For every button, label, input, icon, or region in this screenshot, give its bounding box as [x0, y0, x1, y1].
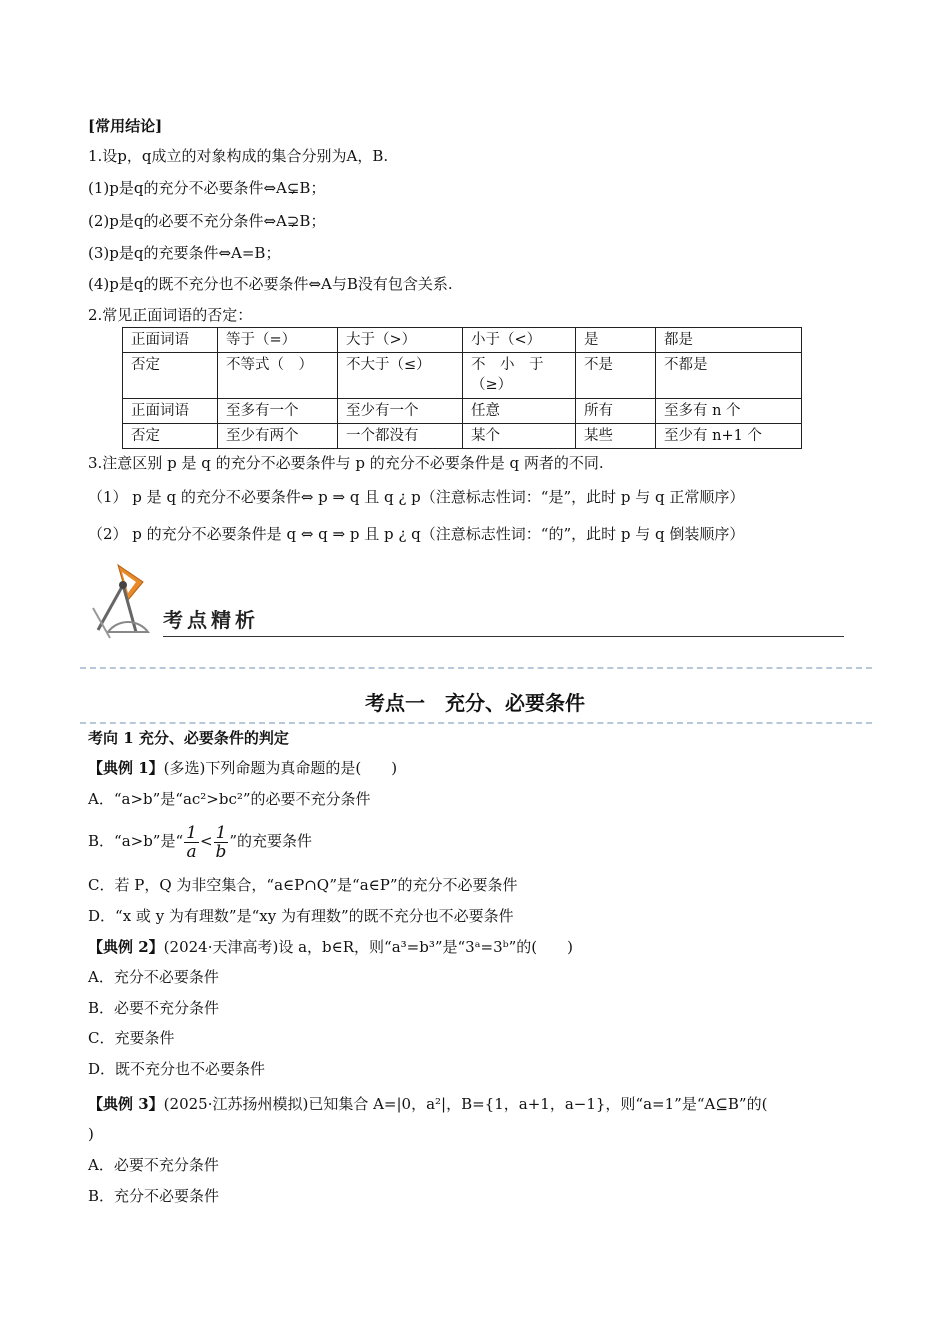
example-3-option-a: A．必要不充分条件 — [88, 1156, 219, 1174]
table-cell: 不 小 于（≥） — [463, 353, 576, 399]
example-1-option-b — [88, 820, 312, 862]
example-1-option-c: C．若 P，Q 为非空集合，“a∈P∩Q”是“a∈P”的充分不必要条件 — [88, 876, 518, 894]
option-b-prefix: B．“a>b”是“ — [88, 832, 184, 850]
option-b-suffix: ”的充要条件 — [229, 832, 313, 850]
table-cell: 某个 — [463, 424, 576, 449]
example-label: 【典例 2】 — [88, 938, 164, 956]
table-cell: 正面词语 — [123, 399, 218, 424]
table-cell: 至少有 n+1 个 — [656, 424, 802, 449]
fraction-numerator: 1 — [215, 822, 227, 843]
example-2-option-a: A．充分不必要条件 — [88, 968, 219, 986]
table-cell: 是 — [576, 328, 656, 353]
table-cell: 否定 — [123, 353, 218, 399]
table-cell: 不是 — [576, 353, 656, 399]
example-stem-text: (多选)下列命题为真命题的是( ) — [163, 759, 398, 777]
table-cell: 某些 — [576, 424, 656, 449]
conclusions-header: [常用结论] — [88, 117, 163, 135]
table-row — [123, 399, 802, 424]
example-label: 【典例 3】 — [88, 1095, 164, 1113]
table-row — [123, 424, 802, 449]
table-cell: 任意 — [463, 399, 576, 424]
section-divider-bottom — [80, 722, 872, 724]
example-3-stem-end: ) — [88, 1125, 94, 1143]
note-line-3: （2） p 的充分不必要条件是 q ⇔ q ⇒ p 且 p ¿ q（注意标志性词：“的”，此时 p 与 q 倒装顺序） — [88, 525, 745, 543]
example-2-option-b: B．必要不充分条件 — [88, 999, 220, 1017]
fraction-1-over-b — [214, 824, 229, 861]
example-stem-text: (2025·江苏扬州模拟)已知集合 A=|0，a²|，B={1，a+1，a−1}，则“a=1”是“A⊆B”的( — [163, 1095, 768, 1113]
table-cell: 不等式（ ） — [218, 353, 338, 399]
banner-title: 考点精析 — [163, 608, 259, 632]
geometry-tools-icon — [88, 560, 163, 640]
table-cell: 所有 — [576, 399, 656, 424]
example-2-option-c: C．充要条件 — [88, 1029, 175, 1047]
example-3-stem — [88, 1094, 767, 1114]
table-cell: 否定 — [123, 424, 218, 449]
example-label: 【典例 1】 — [88, 759, 164, 777]
conclusion-line-2: (1)p是q的充分不必要条件⇔A⊊B； — [88, 179, 326, 197]
table-cell: 大于（>） — [338, 328, 463, 353]
example-1-option-d: D．“x 或 y 为有理数”是“xy 为有理数”的既不充分也不必要条件 — [88, 907, 514, 925]
less-than-sign: < — [199, 832, 213, 850]
table-cell: 至少有一个 — [338, 399, 463, 424]
table-cell: 至少有两个 — [218, 424, 338, 449]
conclusion-line-5: (4)p是q的既不充分也不必要条件⇔A与B没有包含关系. — [88, 275, 453, 293]
section-divider-top — [80, 667, 872, 669]
table-cell: 都是 — [656, 328, 802, 353]
table-cell: 正面词语 — [123, 328, 218, 353]
fraction-numerator: 1 — [186, 822, 197, 843]
fraction-denominator: b — [215, 841, 227, 862]
banner-rule — [163, 636, 844, 637]
table-cell: 小于（<） — [463, 328, 576, 353]
table-cell: 等于（=） — [218, 328, 338, 353]
fraction-1-over-a — [184, 824, 199, 861]
table-cell: 不大于（≤） — [338, 353, 463, 399]
conclusion-line-3: (2)p是q的必要不充分条件⇔A⊋B； — [88, 212, 326, 230]
table-cell: 一个都没有 — [338, 424, 463, 449]
example-stem-text: (2024·天津高考)设 a，b∈R，则“a³=b³”是“3ᵃ=3ᵇ”的( ) — [163, 938, 573, 956]
note-line-2: （1） p 是 q 的充分不必要条件⇔ p ⇒ q 且 q ¿ p（注意标志性词：“是”，此时 p 与 q 正常顺序） — [88, 488, 745, 506]
section-banner — [88, 560, 844, 640]
fraction-denominator: a — [186, 841, 197, 862]
table-cell: 不都是 — [656, 353, 802, 399]
negation-table — [122, 327, 802, 449]
topic-title: 考向 1 充分、必要条件的判定 — [88, 729, 289, 747]
note-line-1: 3.注意区别 p 是 q 的充分不必要条件与 p 的充分不必要条件是 q 两者的不同. — [88, 454, 604, 472]
conclusion-line-1: 1.设p，q成立的对象构成的集合分别为A，B. — [88, 147, 389, 165]
example-1-stem — [88, 758, 397, 778]
example-3-option-b: B．充分不必要条件 — [88, 1187, 220, 1205]
table-row — [123, 328, 802, 353]
table-cell: 至多有 n 个 — [656, 399, 802, 424]
table-row — [123, 353, 802, 399]
section-title: 考点一 充分、必要条件 — [365, 691, 585, 715]
example-2-option-d: D．既不充分也不必要条件 — [88, 1060, 266, 1078]
example-1-option-a: A．“a>b”是“ac²>bc²”的必要不充分条件 — [88, 790, 371, 808]
conclusion-line-6: 2.常见正面词语的否定： — [88, 306, 253, 324]
conclusion-line-4: (3)p是q的充要条件⇔A=B； — [88, 244, 281, 262]
table-cell: 至多有一个 — [218, 399, 338, 424]
example-2-stem — [88, 937, 573, 957]
